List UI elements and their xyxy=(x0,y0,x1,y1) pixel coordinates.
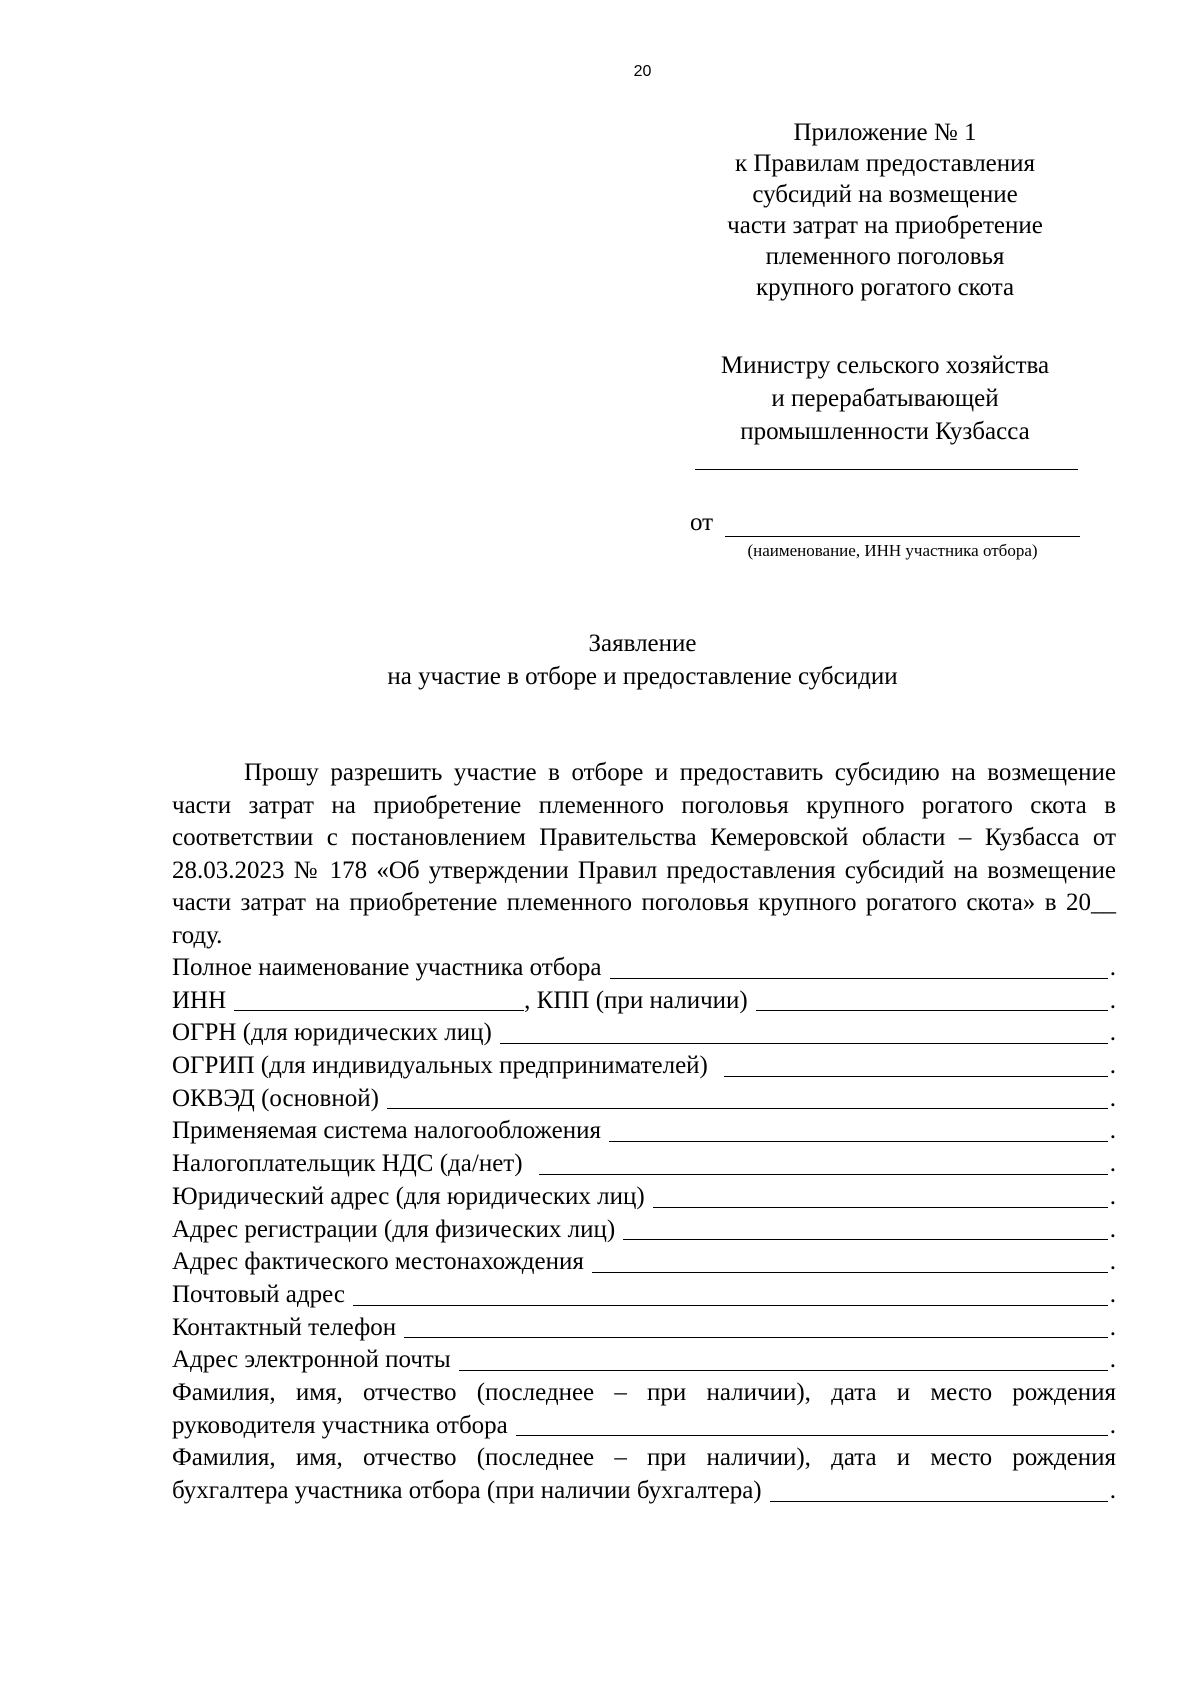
field-period: . xyxy=(1109,1117,1116,1145)
field-label: ОГРН (для юридических лиц) xyxy=(172,1019,492,1047)
applicant-fields xyxy=(172,952,1116,1508)
field-period: . xyxy=(1109,1052,1116,1080)
field-okved xyxy=(172,1083,1116,1116)
field-ogrn xyxy=(172,1017,1116,1050)
ogrn-blank[interactable] xyxy=(500,1017,1108,1044)
field-actual-address xyxy=(172,1246,1116,1279)
field-period: . xyxy=(1109,1346,1116,1374)
field-period: . xyxy=(1109,986,1116,1014)
field-legal-address xyxy=(172,1181,1116,1214)
registration-address-blank[interactable] xyxy=(623,1214,1108,1241)
field-postal-address xyxy=(172,1279,1116,1312)
field-label: Применяемая система налогообложения xyxy=(172,1117,601,1145)
field-registration-address xyxy=(172,1214,1116,1247)
from-caption: (наименование, ИНН участника отбора) xyxy=(747,541,1038,560)
annex-line: к Правилам предоставления xyxy=(734,150,1036,177)
annex-line: субсидий на возмещение xyxy=(752,181,1018,208)
field-accountant xyxy=(172,1475,1116,1508)
field-label: Почтовый адрес xyxy=(172,1280,345,1308)
accountant-blank[interactable] xyxy=(770,1475,1108,1502)
postal-address-blank[interactable] xyxy=(353,1279,1108,1306)
field-label: ОГРИП (для индивидуальных предпринимателей) xyxy=(172,1052,708,1080)
actual-address-blank[interactable] xyxy=(592,1246,1108,1273)
addressee-line: Министру сельского хозяйства xyxy=(720,352,1050,379)
from-label: от xyxy=(690,509,714,536)
field-head xyxy=(172,1410,1116,1443)
field-label: Контактный телефон xyxy=(172,1313,397,1341)
field-period: . xyxy=(1109,1313,1116,1341)
annex-line: части затрат на приобретение xyxy=(727,212,1043,239)
request-text: Прошу разрешить участие в отборе и предоставить субсидию на возмещение части затрат на приобретение племенного поголовья крупного рогатого скота в соответствии с постановлением Правительства Кемеровской области – Кузбасса от 28.03.2023 № 178 «Об утверждении Правил предоставления субсидий на возмещение части затрат на приобретение племенного поголовья крупного рогатого скота» в 20__ году. xyxy=(172,759,1116,949)
addressee-name-blank[interactable] xyxy=(695,469,1078,470)
field-label: ИНН xyxy=(172,986,227,1014)
ogrip-blank[interactable] xyxy=(724,1050,1108,1077)
annex-header xyxy=(690,117,1080,303)
field-period: . xyxy=(1109,1084,1116,1112)
field-period: . xyxy=(1109,1411,1116,1439)
phone-blank[interactable] xyxy=(404,1312,1108,1339)
field-label: ОКВЭД (основной) xyxy=(172,1084,379,1112)
addressee-block xyxy=(690,349,1080,448)
field-label: Адрес фактического местонахождения xyxy=(172,1248,584,1276)
head-blank[interactable] xyxy=(516,1410,1108,1437)
kpp-blank[interactable] xyxy=(756,985,1108,1012)
field-head-line1: Фамилия, имя, отчество (последнее – при наличии), дата и место рождения xyxy=(172,1378,1116,1406)
legal-address-blank[interactable] xyxy=(653,1181,1108,1208)
field-email xyxy=(172,1344,1116,1377)
field-label: Налогоплательщик НДС (да/нет) xyxy=(172,1150,523,1178)
field-period: . xyxy=(1109,1150,1116,1178)
addressee-line: и перерабатывающей xyxy=(771,385,999,412)
field-period: . xyxy=(1109,1477,1116,1504)
field-accountant-line1: Фамилия, имя, отчество (последнее – при наличии), дата и место рождения xyxy=(172,1444,1116,1472)
field-label: руководителя участника отбора xyxy=(172,1411,508,1439)
field-label: Полное наименование участника отбора xyxy=(172,954,602,981)
field-inn-kpp xyxy=(172,985,1116,1018)
vat-payer-blank[interactable] xyxy=(539,1148,1108,1175)
field-period: . xyxy=(1109,954,1116,981)
annex-line: крупного рогатого скота xyxy=(755,274,1015,301)
title-line: Заявление xyxy=(588,630,697,657)
field-period: . xyxy=(1109,1280,1116,1308)
field-label: Адрес регистрации (для физических лиц) xyxy=(172,1215,616,1243)
annex-line: Приложение № 1 xyxy=(793,119,977,146)
title-subtitle: на участие в отборе и предоставление субсидии xyxy=(387,663,898,690)
email-blank[interactable] xyxy=(459,1344,1108,1371)
field-period: . xyxy=(1109,1248,1116,1276)
field-label: , КПП (при наличии) xyxy=(524,986,748,1014)
field-period: . xyxy=(1109,1182,1116,1210)
tax-system-blank[interactable] xyxy=(609,1115,1108,1142)
field-period: . xyxy=(1109,1215,1116,1243)
field-label: Адрес электронной почты xyxy=(172,1346,451,1374)
field-label: бухгалтера участника отбора (при наличии бухгалтера) xyxy=(172,1477,762,1504)
field-vat-payer xyxy=(172,1148,1116,1181)
request-paragraph xyxy=(172,757,1116,953)
applicant-name-blank[interactable] xyxy=(725,536,1080,537)
full-name-blank[interactable] xyxy=(610,952,1108,979)
field-phone xyxy=(172,1312,1116,1345)
page-number: 20 xyxy=(633,63,652,80)
inn-blank[interactable] xyxy=(234,985,524,1012)
field-full-name xyxy=(172,952,1116,985)
field-ogrip xyxy=(172,1050,1116,1083)
document-title xyxy=(0,627,1200,693)
okved-blank[interactable] xyxy=(387,1083,1108,1110)
field-tax-system xyxy=(172,1115,1116,1148)
addressee-line: промышленности Кузбасса xyxy=(740,418,1030,445)
field-label: Юридический адрес (для юридических лиц) xyxy=(172,1182,645,1210)
field-period: . xyxy=(1109,1019,1116,1047)
annex-line: племенного поголовья xyxy=(765,243,1005,270)
